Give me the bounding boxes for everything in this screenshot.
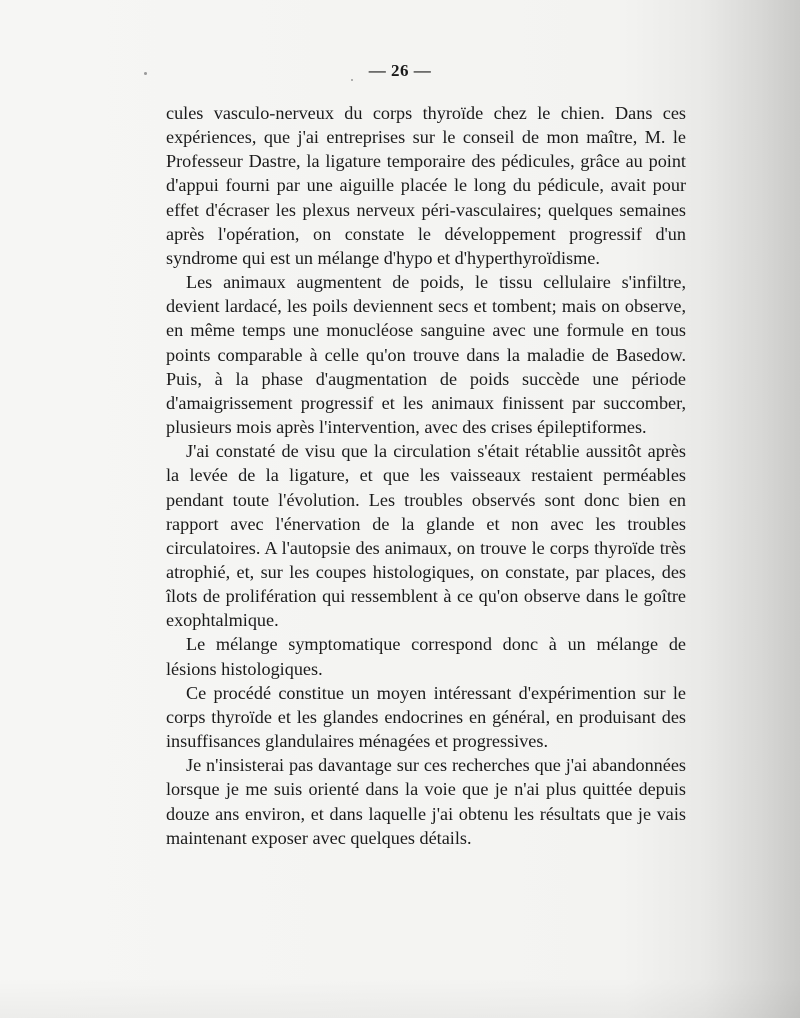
page-body: [166, 101, 686, 850]
paragraph-6: Je n'insisterai pas davantage sur ces recherches que j'ai abandonnées lorsque je me suis orienté dans la voie que je n'ai plus quittée depuis douze ans environ, et dans laquelle j'ai obtenu les résultats que je vais maintenant exposer avec quelques détails.: [166, 755, 686, 848]
paragraph-4: Le mélange symptomatique correspond donc à un mélange de lésions histologiques.: [166, 634, 686, 679]
page-edge-shadow: [0, 978, 800, 1018]
paragraph-2: Les animaux augmentent de poids, le tissu cellulaire s'infiltre, devient lardacé, les poils deviennent secs et tombent; mais on observe, en même temps une monucléose sanguine avec une formule en tous points comparable à celle qu'on trouve dans la maladie de Basedow. Puis, à la phase d'augmentation de poids succède une période d'amaigrissement progressif et les animaux finissent par succomber, plusieurs mois après l'intervention, avec des crises épileptiformes.: [166, 272, 686, 438]
paragraph-5: Ce procédé constitue un moyen intéressant d'expérimention sur le corps thyroïde et les glandes endocrines en général, en produisant des insuffisances glandulaires ménagées et progressives.: [166, 682, 686, 752]
page-number: — 26 —: [368, 61, 432, 80]
paragraph-3: J'ai constaté de visu que la circulation s'était rétablie aussitôt après la levée de la ligature, et que les vaisseaux restaient perméables pendant toute l'évolution. Les troubles observés sont donc bien en rapport avec l'énervation de la glande et non avec les troubles circulatoires. A l'autopsie des animaux, on trouve le corps thyroïde très atrophié, et, sur les coupes histologiques, on constate, par places, des îlots de prolifération qui ressemblent à ce qu'on observe dans le goître exophtalmique.: [166, 441, 686, 631]
paragraph-1: cules vasculo-nerveux du corps thyroïde chez le chien. Dans ces expériences, que j'ai entreprises sur le conseil de mon maître, M. le Professeur Dastre, la ligature temporaire des pédicules, grâce au point d'appui fourni par une aiguille placée le long du pédicule, avait pour effet d'écraser les plexus nerveux péri-vasculaires; quelques semaines après l'opération, on constate le développement progressif d'un syndrome qui est un mélange d'hypo et d'hyperthyroïdisme.: [166, 103, 686, 268]
